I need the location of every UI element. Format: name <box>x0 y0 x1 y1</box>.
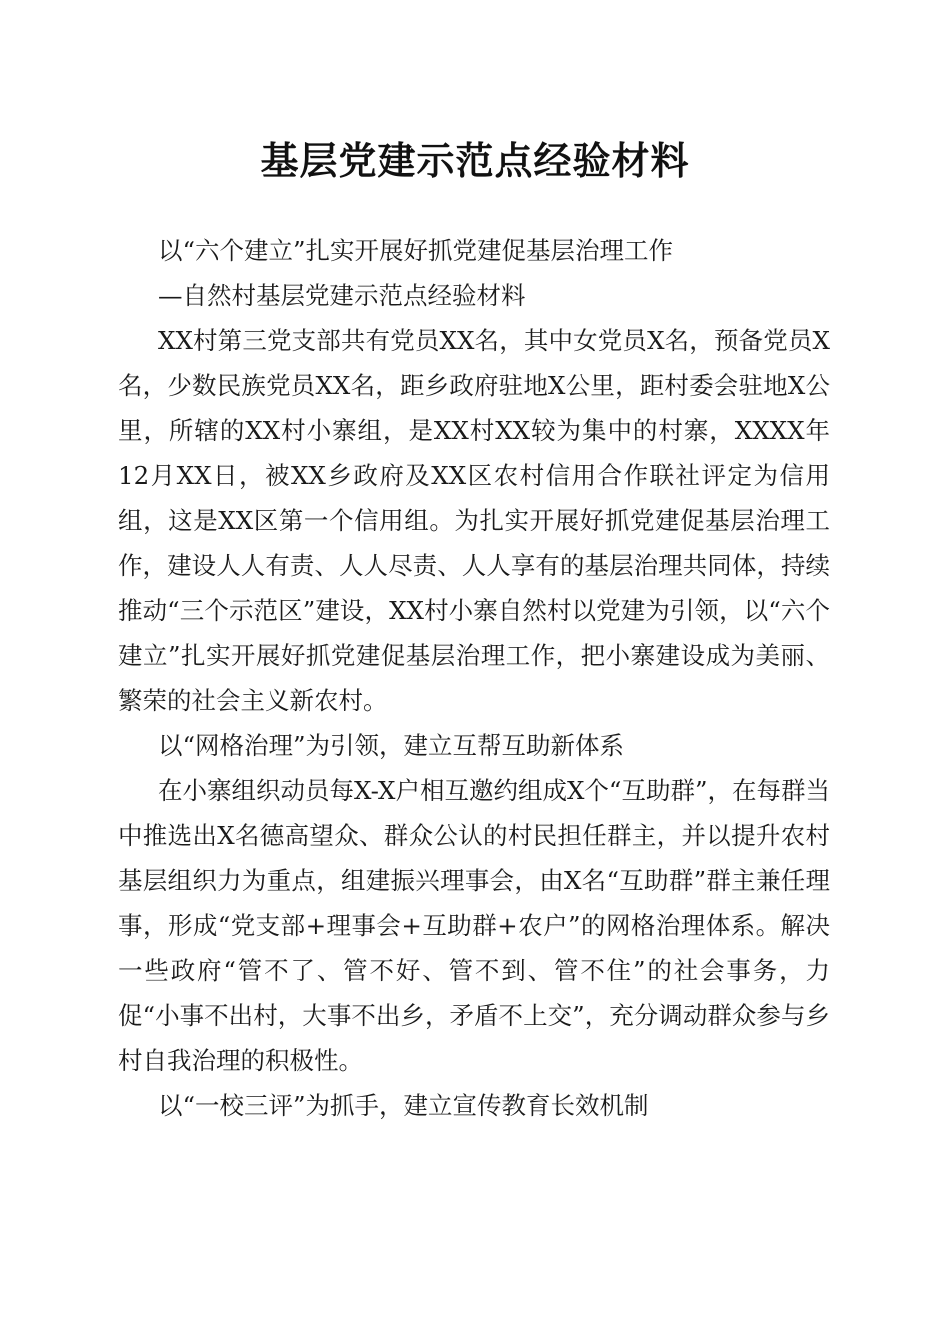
section-heading: 以“网格治理”为引领，建立互帮互助新体系 <box>158 731 625 760</box>
document-body <box>118 228 830 1128</box>
body-paragraph: XX村第三党支部共有党员XX名，其中女党员X名，预备党员X名，少数民族党员XX名，距乡政府驻地X公里，距村委会驻地X公里，所辖的XX村小寨组，是XX村XX较为集中的村寨，XXXX年12月XX日，被XX乡政府及XX区农村信用合作联社评定为信用组，这是XX区第一个信用组。为扎实开展好抓党建促基层治理工作，建设人人有责、人人尽责、人人享有的基层治理共同体，持续推动“三个示范区”建设，XX村小寨自然村以党建为引领，以“六个建立”扎实开展好抓党建促基层治理工作，把小寨建设成为美丽、繁荣的社会主义新农村。 <box>118 326 830 715</box>
document-title: 基层党建示范点经验材料 <box>260 138 690 183</box>
section-heading: 以“六个建立”扎实开展好抓党建促基层治理工作 <box>158 236 674 265</box>
subtitle: —自然村基层党建示范点经验材料 <box>158 281 526 310</box>
section-heading: 以“一校三评”为抓手，建立宣传教育长效机制 <box>158 1091 649 1120</box>
body-paragraph: 在小寨组织动员每X-X户相互邀约组成X个“互助群”，在每群当中推选出X名德高望众、群众公认的村民担任群主，并以提升农村基层组织力为重点，组建振兴理事会，由X名“互助群”群主兼任理事，形成“党支部+理事会+互助群+农户”的网格治理体系。解决一些政府“管不了、管不好、管不到、管不住”的社会事务，力促“小事不出村，大事不出乡，矛盾不上交”，充分调动群众参与乡村自我治理的积极性。 <box>118 776 830 1075</box>
